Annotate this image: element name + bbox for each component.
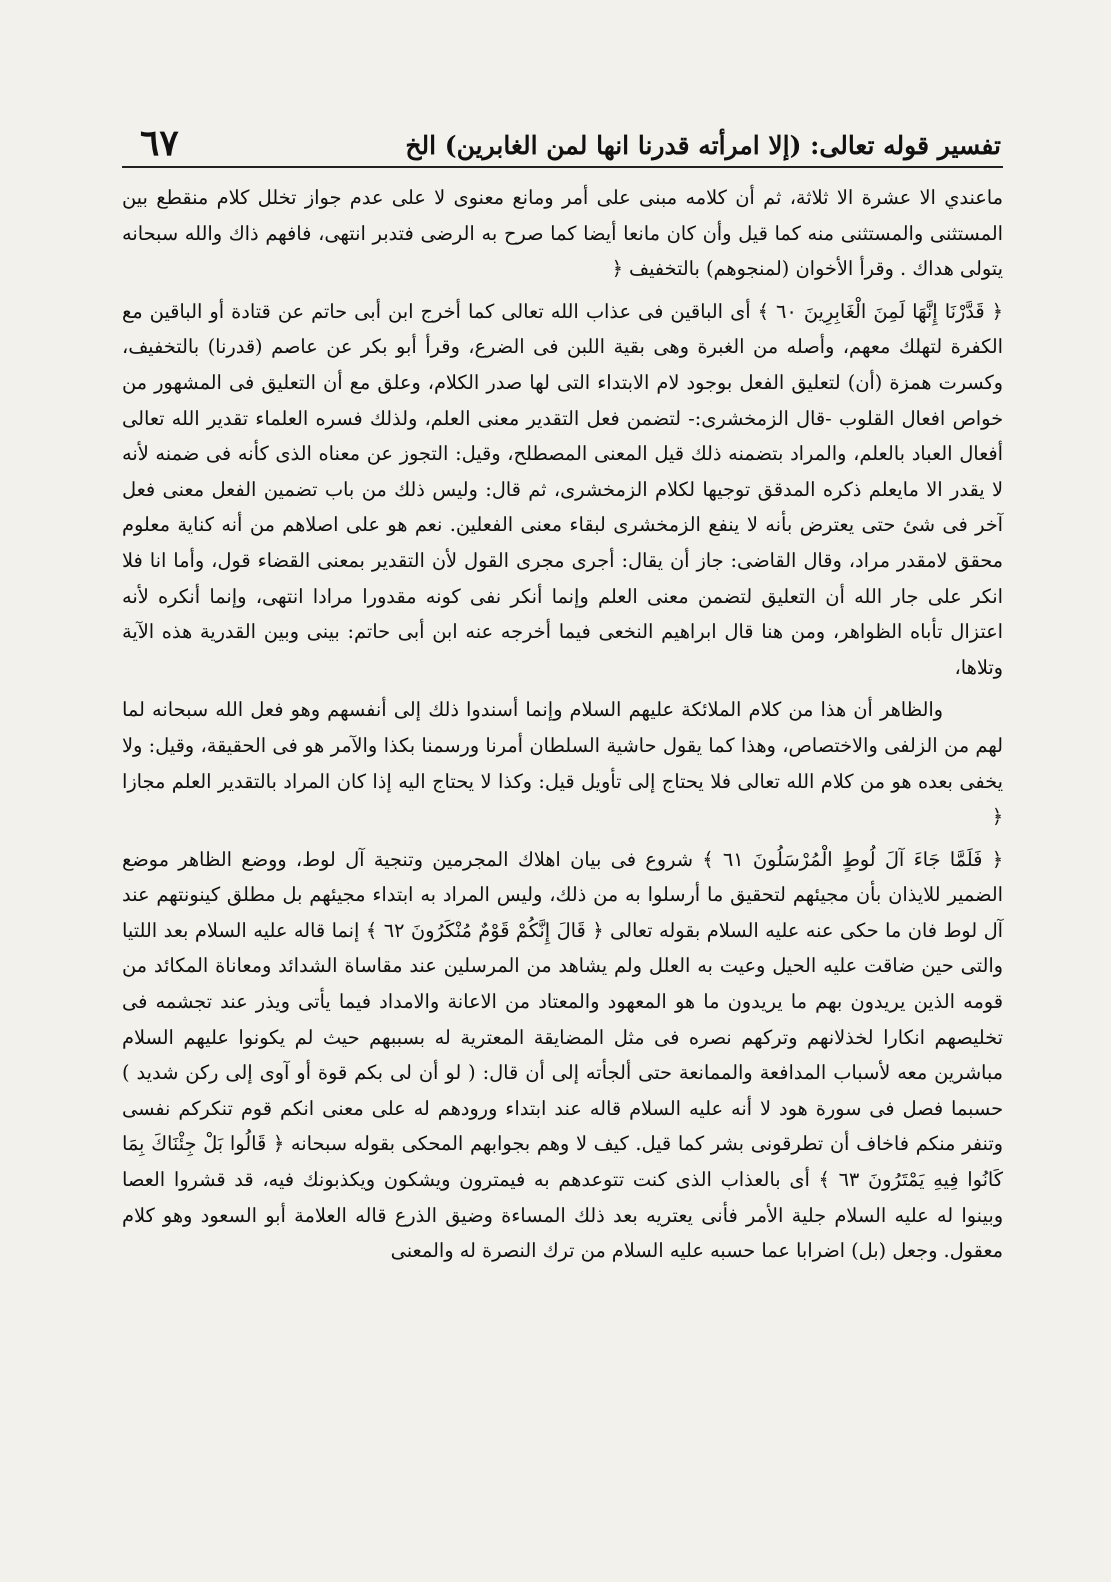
paragraph: ﴿ فَلَمَّا جَاءَ آلَ لُوطٍ الْمُرْسَلُونَ ٦١ ﴾ شروع فى بيان اهلاك المجرمين وتنجية آل لوط، ووضع الظاهر موضع الضمير للايذان بأن مجيئهم لتحقيق ما أرسلوا به من ذلك، وليس المراد به ابتداء مجيئهم بل مطلق كينونتهم عند آل لوط فان ما حكى عنه عليه السلام بقوله تعالى ﴿ قَالَ إِنَّكُمْ قَوْمٌ مُنْكَرُونَ ٦٢ ﴾ إنما قاله عليه السلام بعد اللتيا والتى حين ضاقت عليه الحيل وعيت به العلل ولم يشاهد من المرسلين عند مقاساة الشدائد ومعاناة المكائد من قومه الذين يريدون بهم ما يريدون ما هو المعهود والمعتاد من الاعانة والامداد فيما يأتى ويذر عند تجشمه فى تخليصهم انكارا لخذلانهم وتركهم نصره فى مثل المضايقة المعترية له بسببهم حيث لم يكونوا عليهم السلام مباشرين معه لأسباب المدافعة والممانعة حتى ألجأته إلى أن قال: ( لو أن لى بكم قوة أو آوى إلى ركن شديد ) حسبما فصل فى سورة هود لا أنه عليه السلام قاله عند ابتداء ورودهم له على معنى انكم قوم تنكركم نفسى وتنفر منكم فاخاف أن تطرقونى بشر كما قيل. كيف لا وهم بجوابهم المحكى بقوله سبحانه ﴿ قَالُوا بَلْ جِئْنَاكَ بِمَا كَانُوا فِيهِ يَمْتَرُونَ ٦٣ ﴾ أى بالعذاب الذى كنت تتوعدهم به فيمترون ويشكون ويكذبونك فيه، قد قشروا العصا وبينوا له عليه السلام جلية الأمر فأنى يعتريه بعد ذلك المساءة وضيق الذرع قاله العلامة أبو السعود وهو كلام معقول. وجعل (بل) اضرابا عما حسبه عليه السلام من ترك النصرة له والمعنى xyxy=(122,847,1004,1263)
paragraph: والظاهر أن هذا من كلام الملائكة عليهم السلام وإنما أسندوا ذلك إلى أنفسهم وهو فعل الله سبحانه لما لهم من الزلفى والاختصاص، وهذا كما يقول حاشية السلطان أمرنا ورسمنا بكذا والآمر هو فى الحقيقة، وقيل: ولا يخفى بعده هو من كلام الله تعالى فلا يحتاج إلى تأويل قيل: وكذا لا يحتاج اليه إذا كان المراد بالتقدير العلم مجازا ﴿ xyxy=(122,698,1003,829)
running-title: تفسير قوله تعالى: (إلا امرأته قدرنا انها لمن الغابرين) الخ xyxy=(405,131,1001,160)
page-number: ٦٧ xyxy=(140,122,179,164)
page-header xyxy=(122,120,1003,168)
paragraph: ﴿ قَدَّرْنَا إِنَّهَا لَمِنَ الْغَابِرِينَ ٦٠ ﴾ أى الباقين فى عذاب الله تعالى كما أخرج ابن أبى حاتم عن قتادة أو الباقين مع الكفرة لتهلك معهم، وأصله من الغبرة وهى بقية اللبن فى الضرع، وقرأ أبو بكر عن عاصم (قدرنا) بالتخفيف، وكسرت همزة (أن) لتعليق الفعل بوجود لام الابتداء التى لها صدر الكلام، وعلق مع أن التعليق فى المشهور من خواص افعال القلوب -قال الزمخشرى:- لتضمن فعل التقدير معنى العلم، ولذلك فسره العلماء تقدير الله تعالى أفعال العباد بالعلم، والمراد بتضمنه ذلك قيل المعنى المصطلح، وقيل: التجوز عن معناه الذى كأنه فى ضمنه لأنه لا يقدر الا مايعلم ذكره المدقق توجيها لكلام الزمخشرى، ثم قال: وليس ذلك من باب تضمين الفعل معنى فعل آخر فى شئ حتى يعترض بأنه لا ينفع الزمخشرى لبقاء معنى الفعلين. نعم هو على اصلاهم من أنه كناية معلوم محقق لامقدر مراد، وقال القاضى: جاز أن يقال: أجرى مجرى القول لأن التقدير بمعنى القضاء قول، وأما انا فلا انكر على جار الله أن التعليق لتضمن معنى العلم وإنما أنكر نفى كونه مقدورا مرادا انتهى، وإنما أنكره لأنه اعتزال تأباه الظواهر، ومن هنا قال ابراهيم النخعى فيما أخرجه عنه ابن أبى حاتم: بينى وبين القدرية هذه الآية وتلاها، xyxy=(122,299,1003,679)
paragraph: ماعندي الا عشرة الا ثلاثة، ثم أن كلامه مبنى على أمر ومانع معنوى لا على عدم جواز تخلل كلام منقطع بين المستثنى والمستثنى منه كما قيل وأن كان مانعا أيضا كما صرح به الرضى فتدبر انتهى، فافهم ذاك والله سبحانه يتولى هداك . وقرأ الأخوان (لمنجوهم) بالتخفيف ﴿ xyxy=(122,186,1003,281)
